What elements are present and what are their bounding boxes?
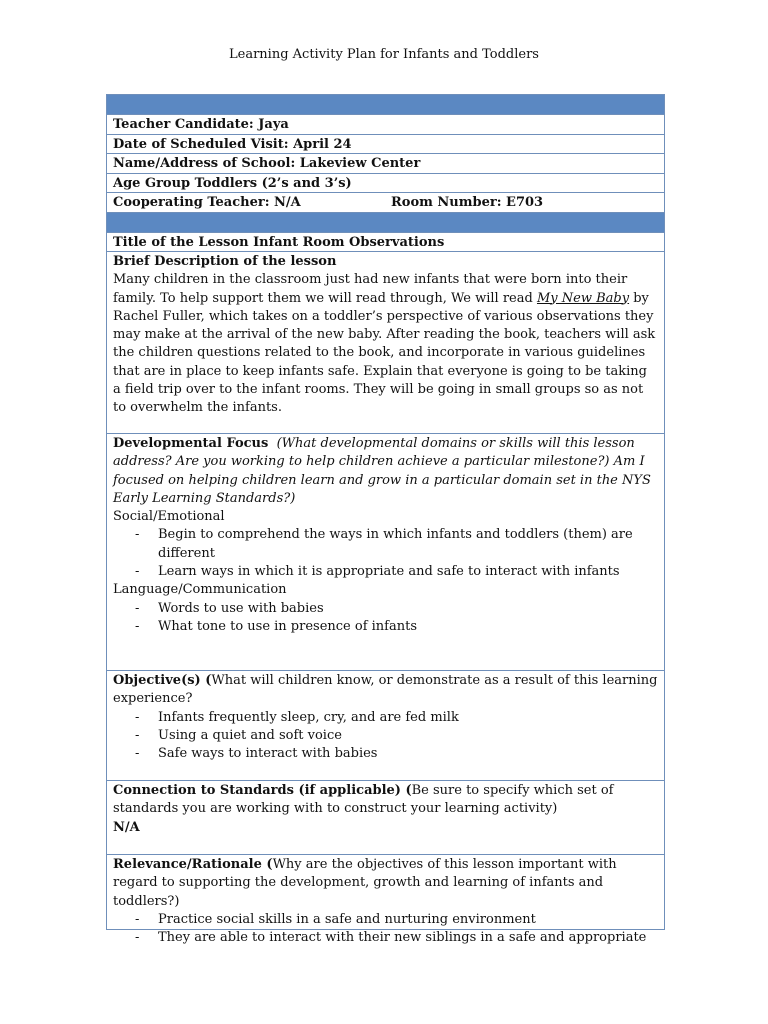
- relevance-intro: [113, 856, 658, 911]
- list-item: - Begin to comprehend the ways in which infants and toddlers (them) are different: [113, 526, 658, 563]
- objectives-heading: Objective(s) (: [113, 673, 212, 688]
- brief-heading: Brief Description of the lesson: [113, 254, 337, 269]
- document-title: Learning Activity Plan for Infants and Toddlers: [229, 47, 539, 62]
- standards-section: [107, 780, 664, 854]
- brief-text-part1: Many children in the classroom just had new infants that were born into their family. To help support them we will read through, We will read: [113, 272, 628, 306]
- brief-text-part2: by Rachel Fuller, which takes on a toddler’s perspective of various observations they may make at the arrival of the new baby. After reading the book, teachers will ask the children questions related to the book, and incorporate in various guidelines that are in place to keep infants safe. Explain that everyone is going to be taking a field trip over to the infant rooms. They will be going in small groups so as not to overwhelm the infants.: [113, 290, 656, 416]
- relevance-section: [107, 854, 664, 946]
- standards-prompt: Be sure to specify which set of standards you are working with to construct your learning activity): [113, 783, 614, 817]
- objectives-list: [113, 709, 658, 764]
- domain-language-list: [113, 600, 658, 637]
- developmental-heading: Developmental Focus: [113, 436, 269, 451]
- list-item: - What tone to use in presence of infants: [113, 618, 658, 636]
- header-band: [107, 94, 664, 114]
- visit-date-row: Date of Scheduled Visit: April 24: [107, 134, 664, 154]
- list-item: - Words to use with babies: [113, 600, 658, 618]
- domain-social-list: [113, 526, 658, 581]
- standards-intro: [113, 782, 658, 819]
- list-item: - Using a quiet and soft voice: [113, 727, 658, 745]
- developmental-intro: [113, 435, 658, 508]
- developmental-prompt: (What developmental domains or skills will this lesson address? Are you working to help children achieve a particular milestone?) Am I focused on helping children learn and grow in a particular domain set in the NYS Early Learning Standards?): [113, 436, 651, 506]
- relevance-heading: Relevance/Rationale (: [113, 857, 273, 872]
- activity-plan-form: [106, 94, 665, 946]
- objectives-prompt: What will children know, or demonstrate as a result of this learning experience?: [113, 673, 658, 707]
- brief-text: [113, 271, 658, 417]
- objectives-intro: [113, 672, 658, 709]
- standards-heading: Connection to Standards (if applicable) (: [113, 783, 412, 798]
- book-title: My New Baby: [536, 290, 630, 306]
- list-item: - Learn ways in which it is appropriate and safe to interact with infants: [113, 563, 658, 581]
- cooperating-teacher: Cooperating Teacher: N/A: [113, 195, 301, 210]
- list-item: - Safe ways to interact with babies: [113, 745, 658, 763]
- objectives-section: [107, 670, 664, 780]
- cooperating-teacher-row: [107, 192, 664, 212]
- standards-value: N/A: [113, 819, 140, 835]
- list-item: - Infants frequently sleep, cry, and are fed milk: [113, 709, 658, 727]
- school-row: Name/Address of School: Lakeview Center: [107, 153, 664, 173]
- room-number: Room Number: E703: [391, 195, 544, 210]
- domain-social-label: Social/Emotional: [113, 509, 225, 525]
- list-item: - They are able to interact with their new siblings in a safe and appropriate: [113, 929, 658, 947]
- relevance-list: [113, 911, 658, 948]
- brief-description-section: [107, 251, 664, 433]
- list-item: - Practice social skills in a safe and nurturing environment: [113, 911, 658, 929]
- teacher-candidate-row: Teacher Candidate: Jaya: [107, 114, 664, 134]
- domain-language-label: Language/Communication: [113, 582, 287, 598]
- section-band: [107, 212, 664, 232]
- developmental-focus-section: [107, 433, 664, 670]
- relevance-prompt: Why are the objectives of this lesson important with regard to supporting the development, growth and learning of infants and toddlers?): [113, 857, 617, 909]
- lesson-title-row: Title of the Lesson Infant Room Observations: [107, 232, 664, 252]
- age-group-row: Age Group Toddlers (2’s and 3’s): [107, 173, 664, 193]
